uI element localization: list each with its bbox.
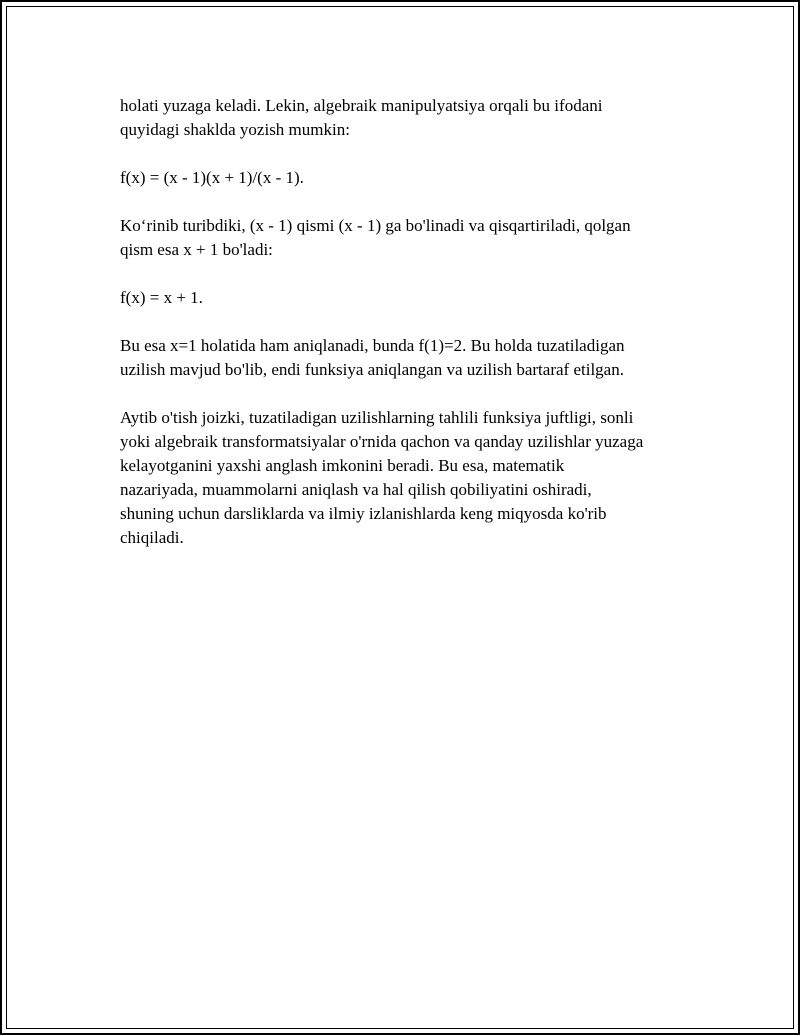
paragraph-cancellation: Ko‘rinib turibdiki, (x - 1) qismi (x - 1) ga bo'linadi va qisqartiriladi, qolgan qism esa x + 1 bo'ladi: [120, 216, 631, 259]
document-body [120, 94, 720, 574]
paragraph-defined: Bu esa x=1 holatida ham aniqlanadi, bunda f(1)=2. Bu holda tuzatiladigan uzilish mavjud bo'lib, endi funksiya aniqlangan va uzilish bartaraf etilgan. [120, 336, 625, 379]
formula-simplified: f(x) = x + 1. [120, 288, 203, 307]
formula-factored: f(x) = (x - 1)(x + 1)/(x - 1). [120, 168, 304, 187]
paragraph-intro: holati yuzaga keladi. Lekin, algebraik manipulyatsiya orqali bu ifodani quyidagi shaklda yozish mumkin: [120, 96, 603, 139]
paragraph-conclusion: Aytib o'tish joizki, tuzatiladigan uzilishlarning tahlili funksiya juftligi, sonli yoki algebraik transformatsiyalar o'rnida qachon va qanday uzilishlar yuzaga kelayotganini yaxshi anglash imkonini beradi. Bu esa, matematik nazariyada, muammolarni aniqlash va hal qilish qobiliyatini oshiradi, shuning uchun darsliklarda va ilmiy izlanishlarda keng miqyosda ko'rib chiqiladi. [120, 408, 644, 547]
